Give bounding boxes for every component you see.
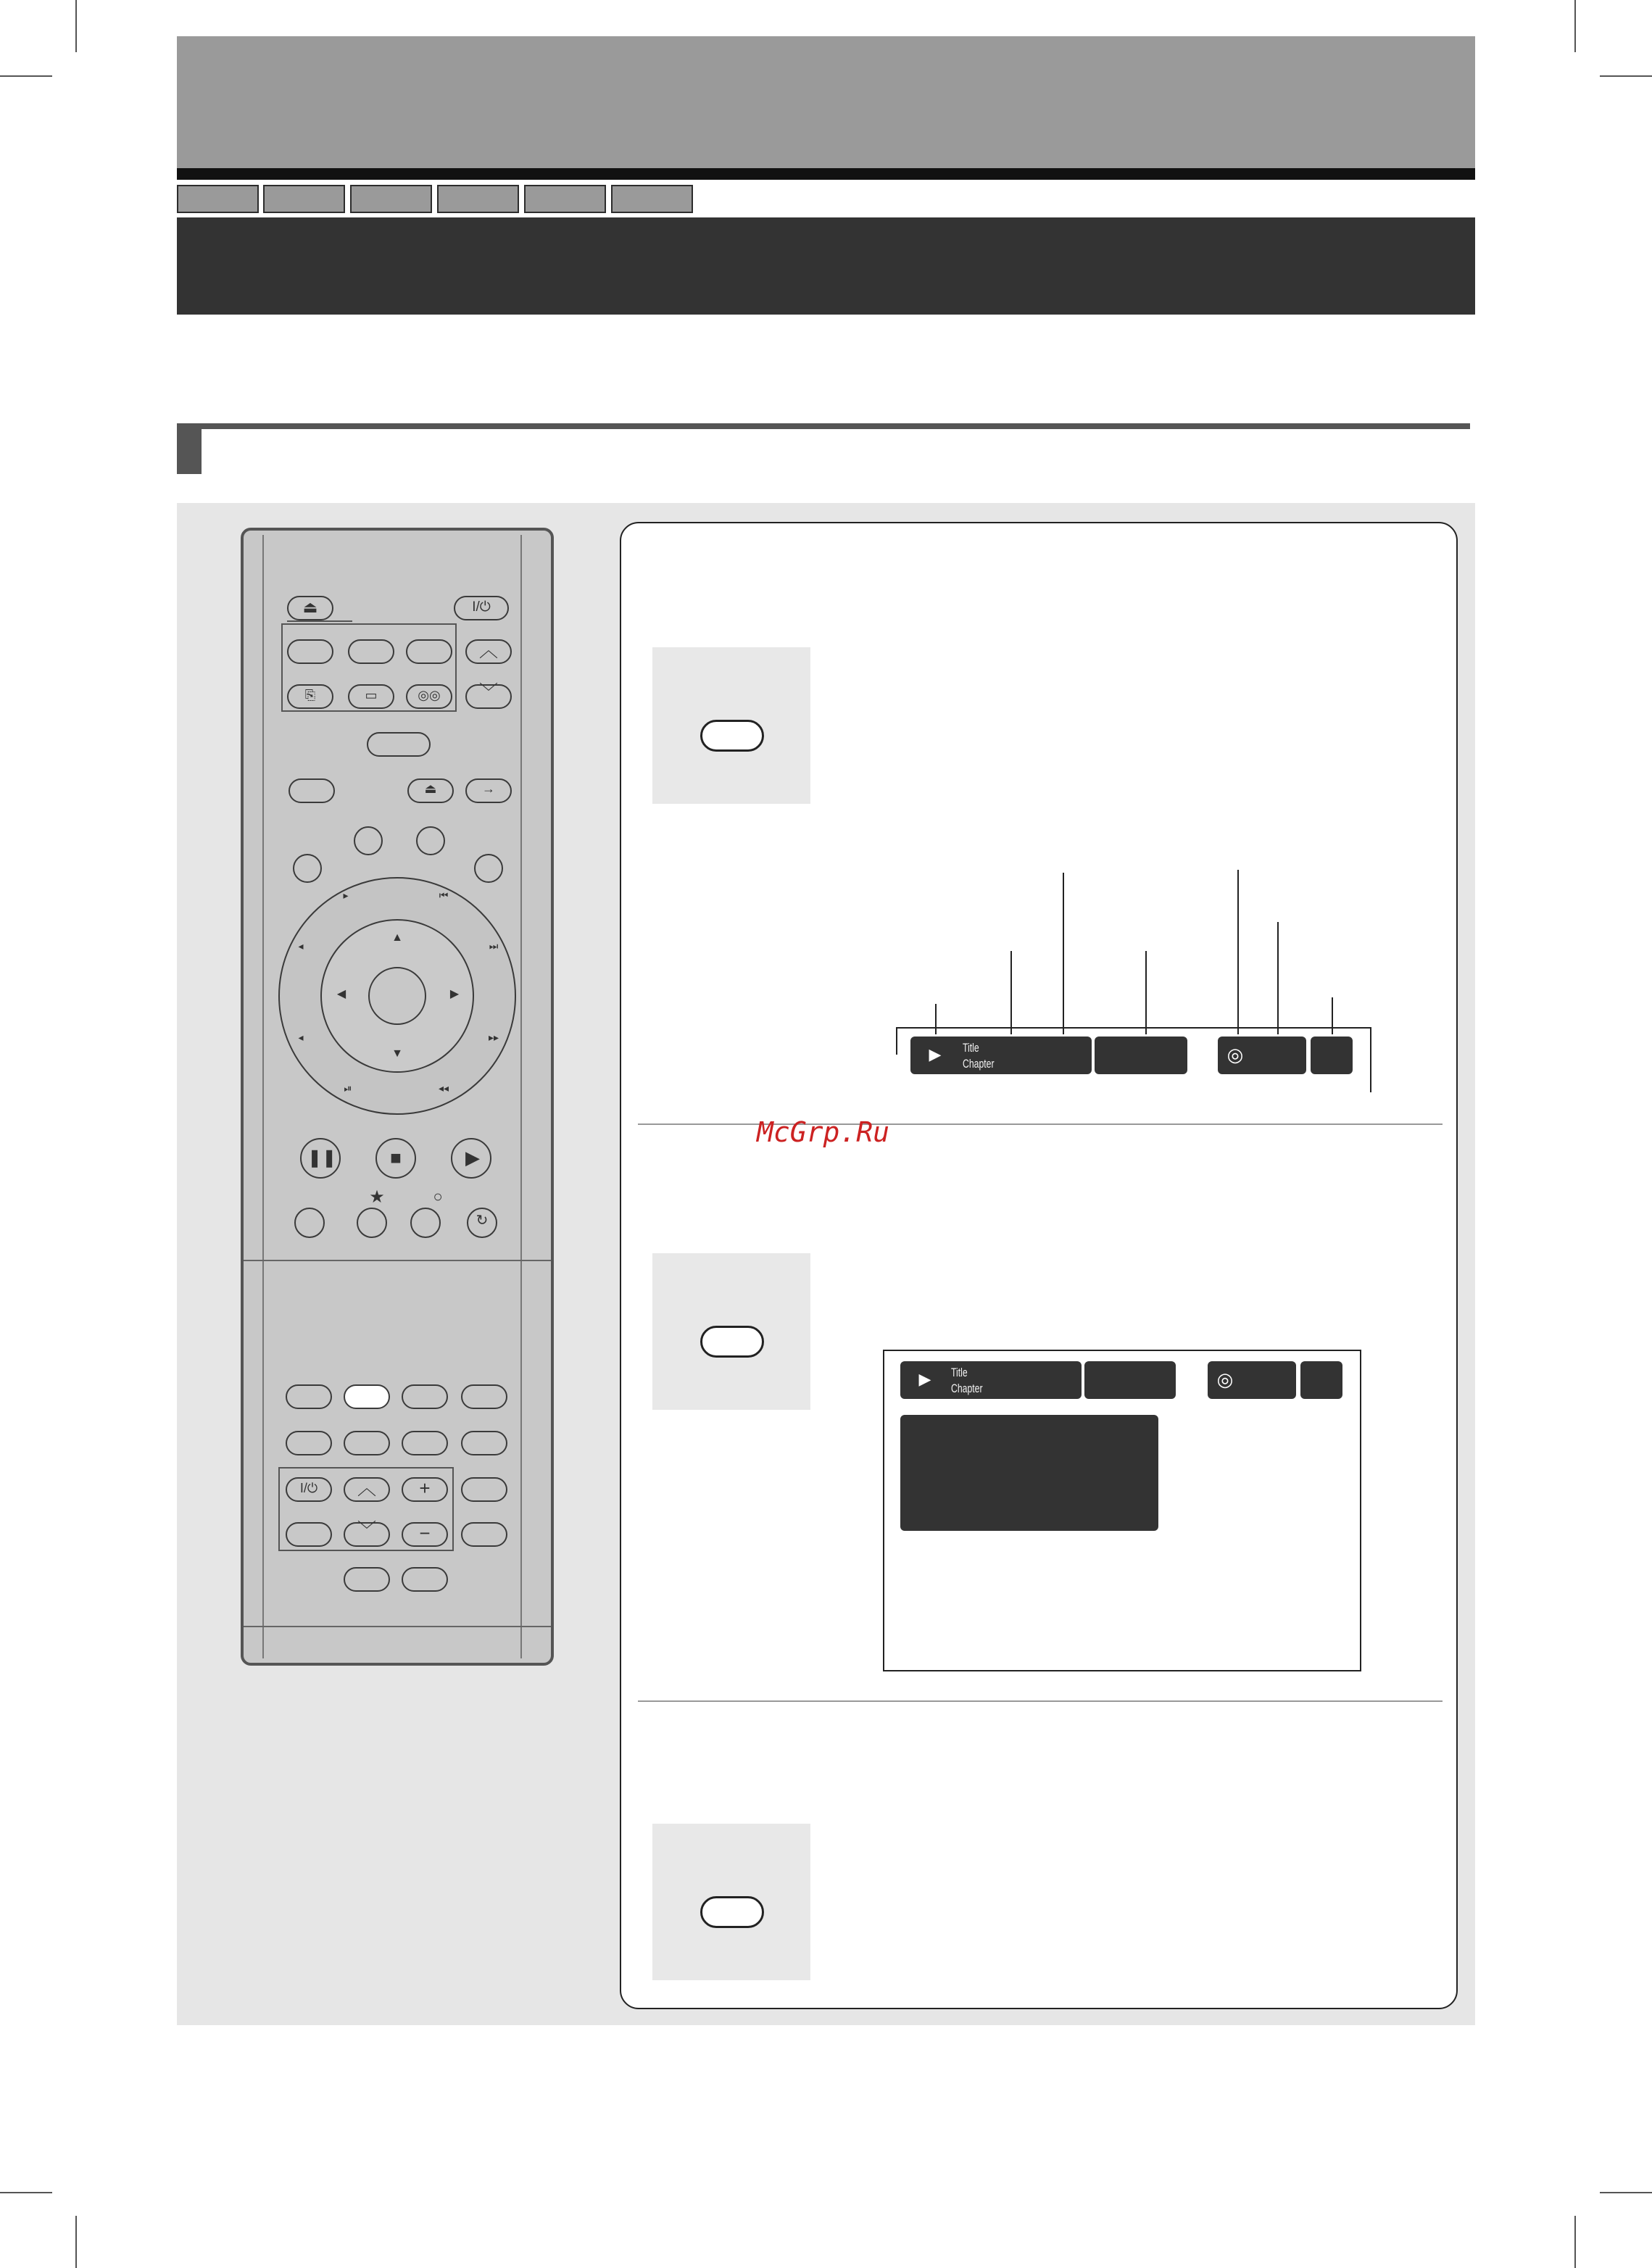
enter-button[interactable]: [368, 967, 426, 1025]
lower-button[interactable]: [286, 1431, 332, 1455]
crop-mark: [1600, 75, 1652, 77]
osd-info-window: [900, 1415, 1158, 1531]
timeslip-icon: ⏏: [424, 781, 437, 796]
chapter-tab[interactable]: [524, 185, 606, 213]
up-arrow-icon: ︿: [478, 639, 498, 661]
fast-forward-icon: ▸▸: [488, 1031, 499, 1043]
center-oval-button[interactable]: [367, 732, 431, 757]
osd-time-field: [1095, 1037, 1187, 1074]
bracket-line: [896, 1027, 897, 1055]
slow-back-icon: ◂: [298, 940, 304, 952]
group-label-line: [287, 620, 352, 622]
key-button[interactable]: [700, 1326, 764, 1358]
screen-diagram: [883, 1350, 1361, 1671]
audio-icon: ◎◎: [418, 688, 441, 702]
down-arrow-icon: ﹀: [478, 681, 498, 703]
up-arrow-icon[interactable]: ▲: [391, 931, 403, 944]
step-divider: [638, 1700, 1443, 1702]
bracket-line: [896, 1027, 1371, 1029]
slow-forward-icon: ▸: [343, 889, 349, 901]
chapter-tab[interactable]: [263, 185, 345, 213]
star-icon: ★: [369, 1187, 385, 1207]
play-icon: ▶: [465, 1147, 480, 1168]
chapter-tab[interactable]: [350, 185, 432, 213]
subtitle-icon: ▭: [365, 688, 378, 702]
osd-chapter-label: Chapter: [963, 1057, 995, 1071]
remote-control: [241, 528, 554, 1666]
function-button[interactable]: [406, 639, 452, 664]
lower-button[interactable]: [461, 1431, 507, 1455]
eject-icon: ⏏: [302, 598, 318, 616]
osd-title-label: Title: [951, 1366, 968, 1379]
lower-button[interactable]: [461, 1477, 507, 1502]
tv-input-button[interactable]: [286, 1522, 332, 1547]
pause-icon: ❚❚: [307, 1148, 337, 1168]
callout-line: [1277, 922, 1279, 1034]
frame-back-icon: ◂: [298, 1031, 304, 1043]
section-rule: [202, 423, 1470, 429]
highlighted-button[interactable]: [344, 1384, 390, 1409]
step-1-key-panel: [652, 647, 810, 804]
play-icon: ▶: [918, 1370, 931, 1388]
callout-line: [935, 1004, 937, 1034]
lower-button[interactable]: [344, 1431, 390, 1455]
skip-back-icon: ⏮: [439, 889, 449, 901]
crop-mark: [75, 2216, 77, 2268]
lower-button[interactable]: [402, 1431, 448, 1455]
key-button[interactable]: [700, 720, 764, 752]
quick-menu-icon: ↻: [476, 1213, 489, 1229]
lower-button[interactable]: [461, 1522, 507, 1547]
play-icon: ▶: [929, 1045, 942, 1063]
remote-lid-divider: [244, 1260, 551, 1261]
rewind-icon: ◂◂: [438, 1082, 449, 1094]
round-button[interactable]: [410, 1208, 441, 1238]
disc-icon: ◎: [1216, 1368, 1234, 1390]
callout-line: [1237, 870, 1239, 1034]
power-icon: I/⏻: [472, 599, 491, 615]
crop-mark: [0, 2192, 52, 2193]
round-button[interactable]: [293, 854, 322, 883]
left-oval-button[interactable]: [289, 778, 335, 803]
round-button[interactable]: [294, 1208, 325, 1238]
lower-button[interactable]: [461, 1384, 507, 1409]
callout-line: [1145, 951, 1147, 1034]
ring-icon: ○: [433, 1187, 443, 1205]
osd-mode-field: [1300, 1361, 1342, 1399]
crop-mark: [1574, 2216, 1576, 2268]
remote-bottom-rule: [244, 1626, 551, 1627]
play-pause-icon: ⏯: [344, 1082, 352, 1094]
crop-mark: [1574, 0, 1576, 52]
title-banner: [177, 217, 1475, 315]
chapter-tab[interactable]: [611, 185, 693, 213]
camera-angle-icon: ⎘: [304, 688, 316, 702]
chapter-tab[interactable]: [177, 185, 259, 213]
header-rule: [177, 168, 1475, 180]
callout-line: [1332, 997, 1333, 1034]
lower-button[interactable]: [402, 1567, 448, 1592]
minus-icon: −: [419, 1522, 431, 1544]
lower-button[interactable]: [344, 1567, 390, 1592]
step-3-key-panel: [652, 1824, 810, 1980]
lower-button[interactable]: [402, 1384, 448, 1409]
callout-line: [1010, 951, 1012, 1034]
crop-mark: [1600, 2192, 1652, 2193]
lower-button[interactable]: [286, 1384, 332, 1409]
round-button[interactable]: [416, 826, 445, 855]
osd-time-field: [1084, 1361, 1176, 1399]
down-arrow-icon[interactable]: ▼: [391, 1047, 403, 1060]
plus-icon: +: [419, 1477, 431, 1499]
function-button[interactable]: [348, 639, 394, 664]
remote-side-rail: [520, 535, 522, 1658]
osd-diagram: [893, 870, 1371, 1102]
section-marker: [177, 423, 202, 474]
key-button[interactable]: [700, 1896, 764, 1928]
watermark-text: McGrp.Ru: [757, 1116, 890, 1148]
osd-title-label: Title: [963, 1041, 979, 1055]
left-arrow-icon[interactable]: ◀: [336, 988, 346, 1000]
skip-arrow-icon: →: [482, 781, 495, 796]
marker-button[interactable]: [357, 1208, 387, 1238]
crop-mark: [0, 75, 52, 77]
down-arrow-icon: ﹀: [357, 1519, 376, 1541]
disc-icon: ◎: [1226, 1044, 1244, 1066]
skip-next-icon: ⏭: [489, 940, 499, 952]
up-arrow-icon: ︿: [357, 1477, 376, 1499]
crop-mark: [75, 0, 77, 52]
right-arrow-icon[interactable]: ▶: [449, 988, 460, 1000]
remote-side-rail: [262, 535, 264, 1658]
stop-icon: ■: [390, 1147, 402, 1168]
step-2-key-panel: [652, 1253, 810, 1410]
power-icon: I/⏻: [299, 1481, 318, 1495]
osd-mode-field: [1311, 1037, 1353, 1074]
callout-line: [1063, 873, 1064, 1034]
header-band: [177, 36, 1475, 168]
osd-chapter-label: Chapter: [951, 1382, 983, 1395]
bracket-line: [1370, 1027, 1371, 1092]
function-button[interactable]: [287, 639, 333, 664]
chapter-tab[interactable]: [437, 185, 519, 213]
round-button[interactable]: [474, 854, 503, 883]
round-button[interactable]: [354, 826, 383, 855]
